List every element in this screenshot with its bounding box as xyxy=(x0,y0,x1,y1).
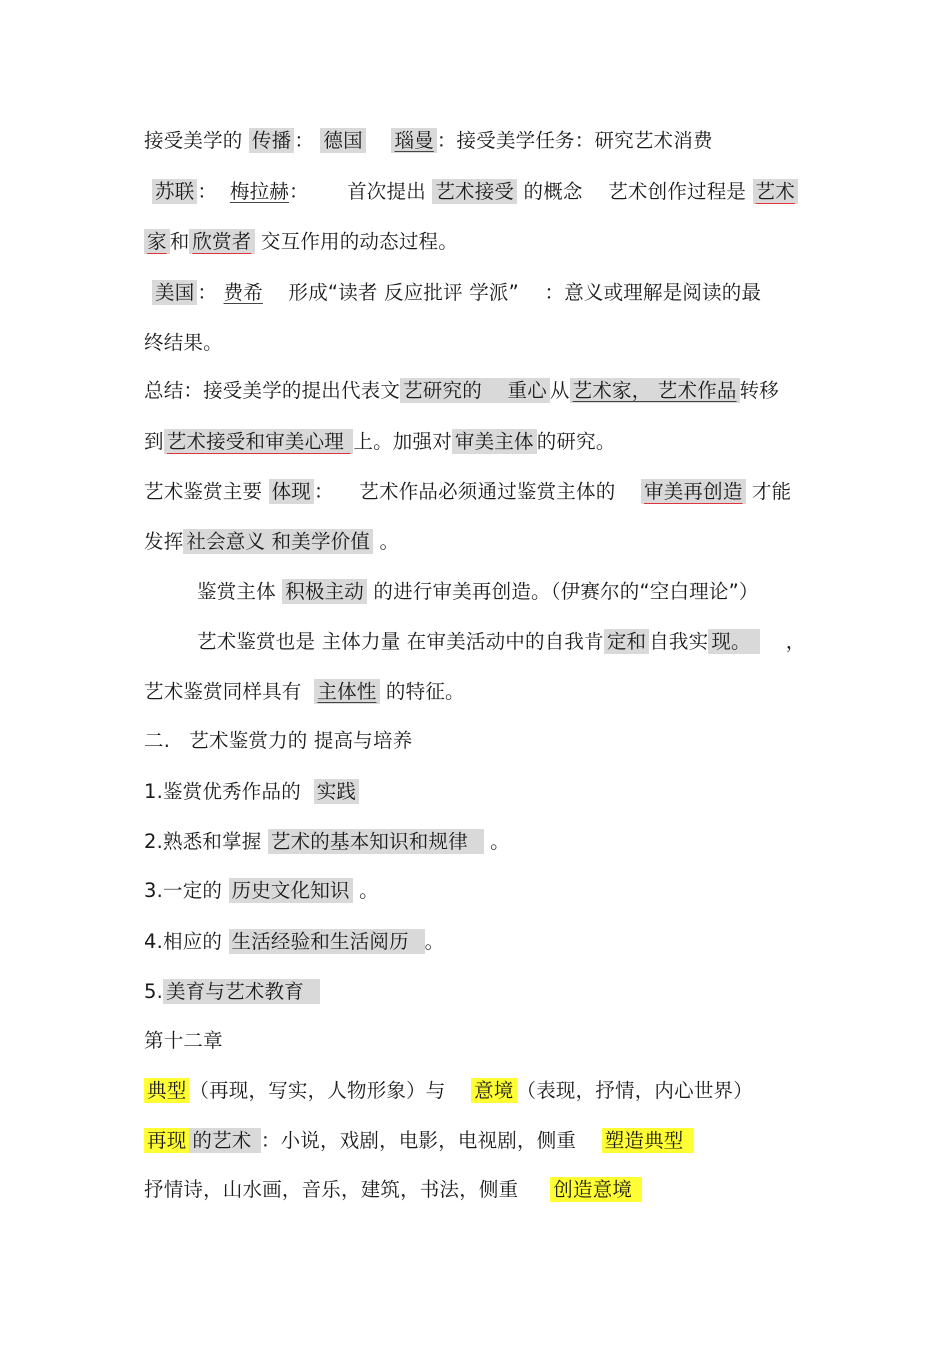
highlighted-text: 梅拉赫 xyxy=(229,180,290,203)
highlighted-text: 德国 xyxy=(320,128,365,153)
highlighted-text: 艺术接受 xyxy=(432,179,517,204)
text-span: 3.一定的 xyxy=(144,879,229,902)
text-line xyxy=(144,777,359,807)
text-span: ：小说，戏剧，电影，电视剧，侧重 xyxy=(260,1129,602,1152)
text-span xyxy=(366,129,392,152)
text-line xyxy=(144,827,510,857)
highlighted-text: 积极主动 xyxy=(282,579,367,604)
text-line xyxy=(152,177,798,207)
text-span: ： xyxy=(294,129,321,152)
text-span: 的进行审美再创造。（伊赛尔的“空白理论”） xyxy=(367,580,759,603)
highlighted-text: 典型 xyxy=(144,1078,189,1103)
highlighted-text: 的艺术 xyxy=(189,1128,261,1153)
highlighted-text: 再现 xyxy=(144,1128,189,1153)
text-line xyxy=(197,627,805,657)
text-span: ：接受美学任务：研究艺术消费 xyxy=(436,129,713,152)
highlighted-text: 美育与艺术教育 xyxy=(163,979,320,1004)
highlighted-text: 费希 xyxy=(223,281,263,304)
text-span: ： 首次提出 xyxy=(289,180,433,203)
text-span: 艺术鉴赏也是 主体力量 在审美活动中的自我肯 xyxy=(197,630,604,653)
highlighted-text: 审美主体 xyxy=(452,429,537,454)
text-span: ： 艺术作品必须通过鉴赏主体的 xyxy=(314,480,642,503)
highlighted-text: 历史文化知识 xyxy=(229,878,353,903)
text-span: 自我实 xyxy=(649,630,709,653)
highlighted-text: 实践 xyxy=(314,779,359,804)
text-span: 4.相应的 xyxy=(144,930,229,953)
text-span: 上。加强对 xyxy=(353,430,452,453)
highlighted-text: 创造意境 xyxy=(550,1177,641,1202)
highlighted-text: 艺术 xyxy=(753,179,798,204)
text-line xyxy=(144,1026,223,1056)
text-span: 。 xyxy=(424,930,445,953)
text-span: 的研究。 xyxy=(536,430,616,453)
highlighted-text: 家 xyxy=(144,229,170,254)
text-span: 1.鉴赏优秀作品的 xyxy=(144,780,314,803)
highlighted-text: 艺术接受和审美心理 xyxy=(164,429,354,454)
highlighted-text: 定和 xyxy=(604,629,649,654)
text-span: 2.熟悉和掌握 xyxy=(144,830,268,853)
text-line xyxy=(144,876,379,906)
highlighted-text: 塑造典型 xyxy=(602,1128,693,1153)
highlighted-text: 现。 xyxy=(708,629,760,654)
text-span: 二. 艺术鉴赏力的 提高与培养 xyxy=(144,729,413,752)
text-line xyxy=(144,977,320,1007)
text-span: 转移 xyxy=(739,379,780,402)
text-span: ： xyxy=(197,281,224,304)
highlighted-text: 社会意义 和美学价值 xyxy=(183,529,373,554)
text-line xyxy=(144,477,791,507)
text-span: 的概念 艺术创作过程是 xyxy=(517,180,753,203)
text-line xyxy=(144,427,616,457)
text-line xyxy=(144,1175,642,1205)
text-span: 第十二章 xyxy=(144,1029,223,1052)
text-span: 。 xyxy=(373,530,400,553)
highlighted-text: 意境 xyxy=(471,1078,516,1103)
highlighted-text: 审美再创造 xyxy=(641,479,746,504)
text-span: 交互作用的动态过程。 xyxy=(254,230,458,253)
text-span: 发挥 xyxy=(144,530,184,553)
highlighted-text: 艺研究的 重心 xyxy=(400,378,550,403)
text-span: 鉴赏主体 xyxy=(197,580,283,603)
highlighted-text: 瑙曼 xyxy=(391,128,436,153)
highlighted-text: 艺术家， 艺术作品 xyxy=(570,378,740,403)
highlighted-text: 欣赏者 xyxy=(189,229,254,254)
text-span: 形成“读者 反应批评 学派” ：意义或理解是阅读的最 xyxy=(262,281,762,304)
text-span: ， xyxy=(760,630,806,653)
text-span: 5. xyxy=(144,980,164,1003)
text-line xyxy=(144,1076,753,1106)
text-line xyxy=(144,126,713,156)
text-line xyxy=(144,227,458,257)
text-line xyxy=(144,328,223,358)
text-line xyxy=(144,1126,693,1156)
text-line xyxy=(197,577,759,607)
text-span: ： xyxy=(197,180,230,203)
text-line xyxy=(144,527,399,557)
text-line xyxy=(144,677,465,707)
text-span: 才能 xyxy=(745,480,792,503)
highlighted-text: 生活经验和生活阅历 xyxy=(229,929,425,954)
highlighted-text: 主体性 xyxy=(314,679,379,704)
text-span: 艺术鉴赏主要 xyxy=(144,480,269,503)
text-span: 。 xyxy=(352,879,379,902)
highlighted-text: 体现 xyxy=(269,479,314,504)
text-span: （表现，抒情，内心世界） xyxy=(516,1079,753,1102)
text-span: 抒情诗，山水画，音乐，建筑，书法，侧重 xyxy=(144,1178,551,1201)
highlighted-text: 美国 xyxy=(152,280,197,305)
text-line xyxy=(152,278,761,308)
highlighted-text: 苏联 xyxy=(152,179,197,204)
text-span: 艺术鉴赏同样具有 xyxy=(144,680,315,703)
text-line xyxy=(144,376,779,406)
text-line xyxy=(144,927,444,957)
text-span: 接受美学的 xyxy=(144,129,249,152)
text-span: 。 xyxy=(483,830,510,853)
text-span: （再现，写实，人物形象）与 xyxy=(189,1079,472,1102)
text-span: 和 xyxy=(169,230,190,253)
highlighted-text: 传播 xyxy=(249,128,294,153)
text-span: 从 xyxy=(549,379,570,402)
highlighted-text: 艺术的基本知识和规律 xyxy=(268,829,484,854)
text-span: 的特征。 xyxy=(379,680,465,703)
text-span: 到 xyxy=(144,430,164,453)
text-line xyxy=(144,726,412,756)
text-span: 总结：接受美学的提出代表文 xyxy=(144,379,401,402)
text-span: 终结果。 xyxy=(144,331,223,354)
